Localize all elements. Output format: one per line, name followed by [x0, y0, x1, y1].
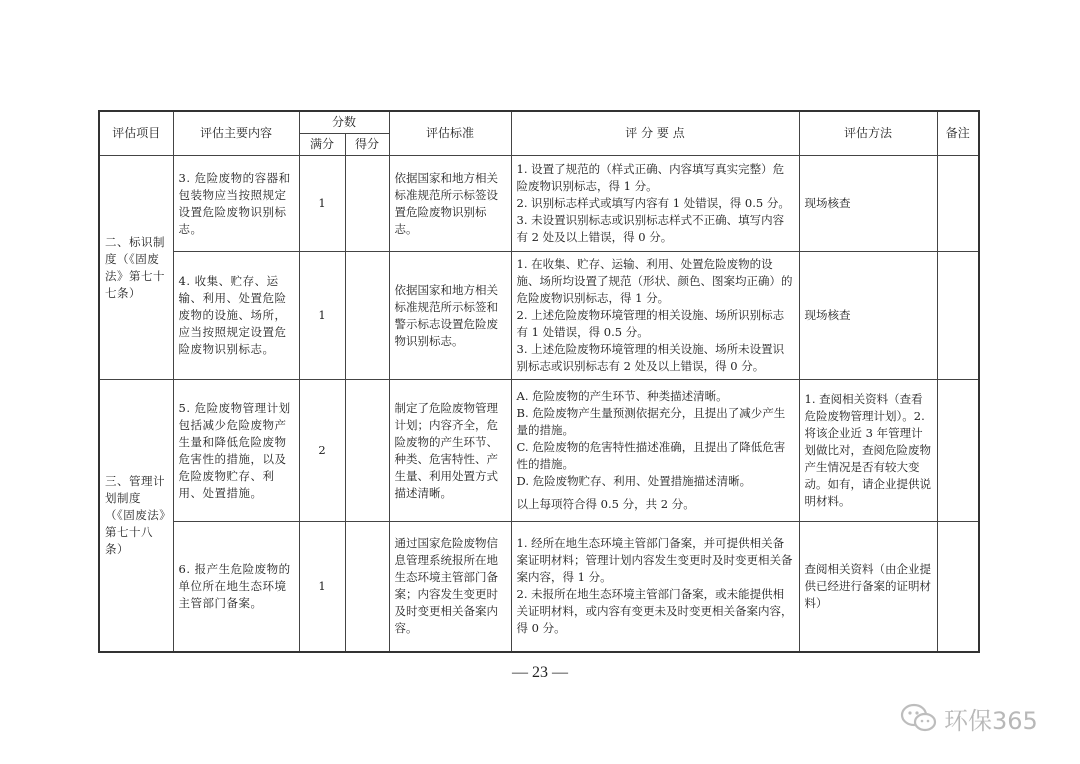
table-row — [99, 252, 979, 380]
watermark-text: 环保365 — [944, 706, 1038, 735]
points-cell — [511, 380, 799, 522]
header-remark: 备注 — [937, 111, 979, 156]
method-cell: 查阅相关资料（由企业提供已经进行备案的证明材料） — [799, 522, 937, 652]
header-got: 得分 — [345, 134, 389, 156]
content-cell: 5. 危险废物管理计划包括减少危险废物产生量和降低危险废物危害性的措施，以及危险废物贮存、利用、处置措施。 — [173, 380, 299, 522]
table-row — [99, 156, 979, 252]
remark-cell — [937, 380, 979, 522]
point-line: D. 危险废物贮存、利用、处置措施描述清晰。 — [516, 474, 752, 488]
table-row — [99, 380, 979, 522]
point-line: 1. 在收集、贮存、运输、利用、处置危险废物的设施、场所均设置了规范（形状、颜色、图案均正确）的危险废物识别标志，得 1 分。 — [516, 257, 793, 305]
header-score: 分数 — [299, 111, 389, 134]
full-score-cell: 1 — [299, 522, 345, 652]
remark-cell — [937, 522, 979, 652]
point-line: 以上每项符合得 0.5 分，共 2 分。 — [516, 497, 695, 511]
page-number: — 23 — — [512, 664, 568, 681]
full-score-cell: 1 — [299, 252, 345, 380]
point-line: 1. 经所在地生态环境主管部门备案，并可提供相关备案证明材料；管理计划内容发生变更时及时变更相关备案内容，得 1 分。 — [516, 536, 793, 585]
got-score-cell — [345, 380, 389, 522]
header-method: 评估方法 — [799, 111, 937, 156]
header-row — [99, 111, 979, 134]
header-content: 评估主要内容 — [173, 111, 299, 156]
wechat-icon — [900, 703, 938, 733]
point-line: 2. 未报所在地生态环境主管部门备案，或未能提供相关证明材料，或内容有变更未及时变更相关备案内容，得 0 分。 — [516, 587, 793, 636]
remark-cell — [937, 252, 979, 380]
full-score-cell: 2 — [299, 380, 345, 522]
points-cell — [511, 156, 799, 252]
header-item: 评估项目 — [99, 111, 173, 156]
group-item-cell: 三、管理计划制度（《固废法》第七十八条） — [99, 380, 173, 652]
point-line: A. 危险废物的产生环节、种类描述清晰。 — [516, 389, 728, 403]
method-cell: 现场核查 — [799, 156, 937, 252]
point-line: 1. 设置了规范的（样式正确、内容填写真实完整）危险废物识别标志，得 1 分。 — [516, 162, 785, 193]
point-line: B. 危险废物产生量预测依据充分，且提出了减少产生量的措施。 — [516, 406, 786, 437]
method-cell: 现场核查 — [799, 252, 937, 380]
point-line: C. 危险废物的危害特性描述准确，且提出了降低危害性的措施。 — [516, 440, 786, 471]
got-score-cell — [345, 522, 389, 652]
method-cell: 1. 查阅相关资料（查看危险废物管理计划）。2. 将该企业近 3 年管理计划做比对，查阅危险废物产生情况是否有较大变动。如有，请企业提供说明材料。 — [799, 380, 937, 522]
table-row — [99, 522, 979, 652]
standard-cell: 依据国家和地方相关标准规范所示标签和警示标志设置危险废物识别标志。 — [389, 252, 511, 380]
points-cell — [511, 252, 799, 380]
header-points: 评 分 要 点 — [511, 111, 799, 156]
content-cell: 6. 报产生危险废物的单位所在地生态环境主管部门备案。 — [173, 522, 299, 652]
point-line: 2. 上述危险废物环境管理的相关设施、场所识别标志有 1 处错误，得 0.5 分。 — [516, 308, 785, 339]
header-standard: 评估标准 — [389, 111, 511, 156]
content-cell: 3. 危险废物的容器和包装物应当按照规定设置危险废物识别标志。 — [173, 156, 299, 252]
watermark — [900, 698, 1060, 738]
assessment-table — [98, 110, 980, 653]
points-cell — [511, 522, 799, 652]
header-full: 满分 — [299, 134, 345, 156]
got-score-cell — [345, 156, 389, 252]
content-cell: 4. 收集、贮存、运输、利用、处置危险废物的设施、场所，应当按照规定设置危险废物识别标志。 — [173, 252, 299, 380]
got-score-cell — [345, 252, 389, 380]
point-line: 3. 未设置识别标志或识别标志样式不正确、填写内容有 2 处及以上错误，得 0 分。 — [516, 213, 785, 244]
standard-cell: 制定了危险废物管理计划；内容齐全，危险废物的产生环节、种类、危害特性、产生量、利用处置方式描述清晰。 — [389, 380, 511, 522]
remark-cell — [937, 156, 979, 252]
standard-cell: 依据国家和地方相关标准规范所示标签设置危险废物识别标志。 — [389, 156, 511, 252]
standard-cell: 通过国家危险废物信息管理系统报所在地生态环境主管部门备案；内容发生变更时及时变更相关备案内容。 — [389, 522, 511, 652]
group-item-cell: 二、标识制度（《固废法》第七十七条） — [99, 156, 173, 380]
point-line: 2. 识别标志样式或填写内容有 1 处错误，得 0.5 分。 — [516, 196, 790, 210]
point-line: 3. 上述危险废物环境管理的相关设施、场所未设置识别标志或识别标志有 2 处及以上错误，得 0 分。 — [516, 342, 785, 373]
full-score-cell: 1 — [299, 156, 345, 252]
